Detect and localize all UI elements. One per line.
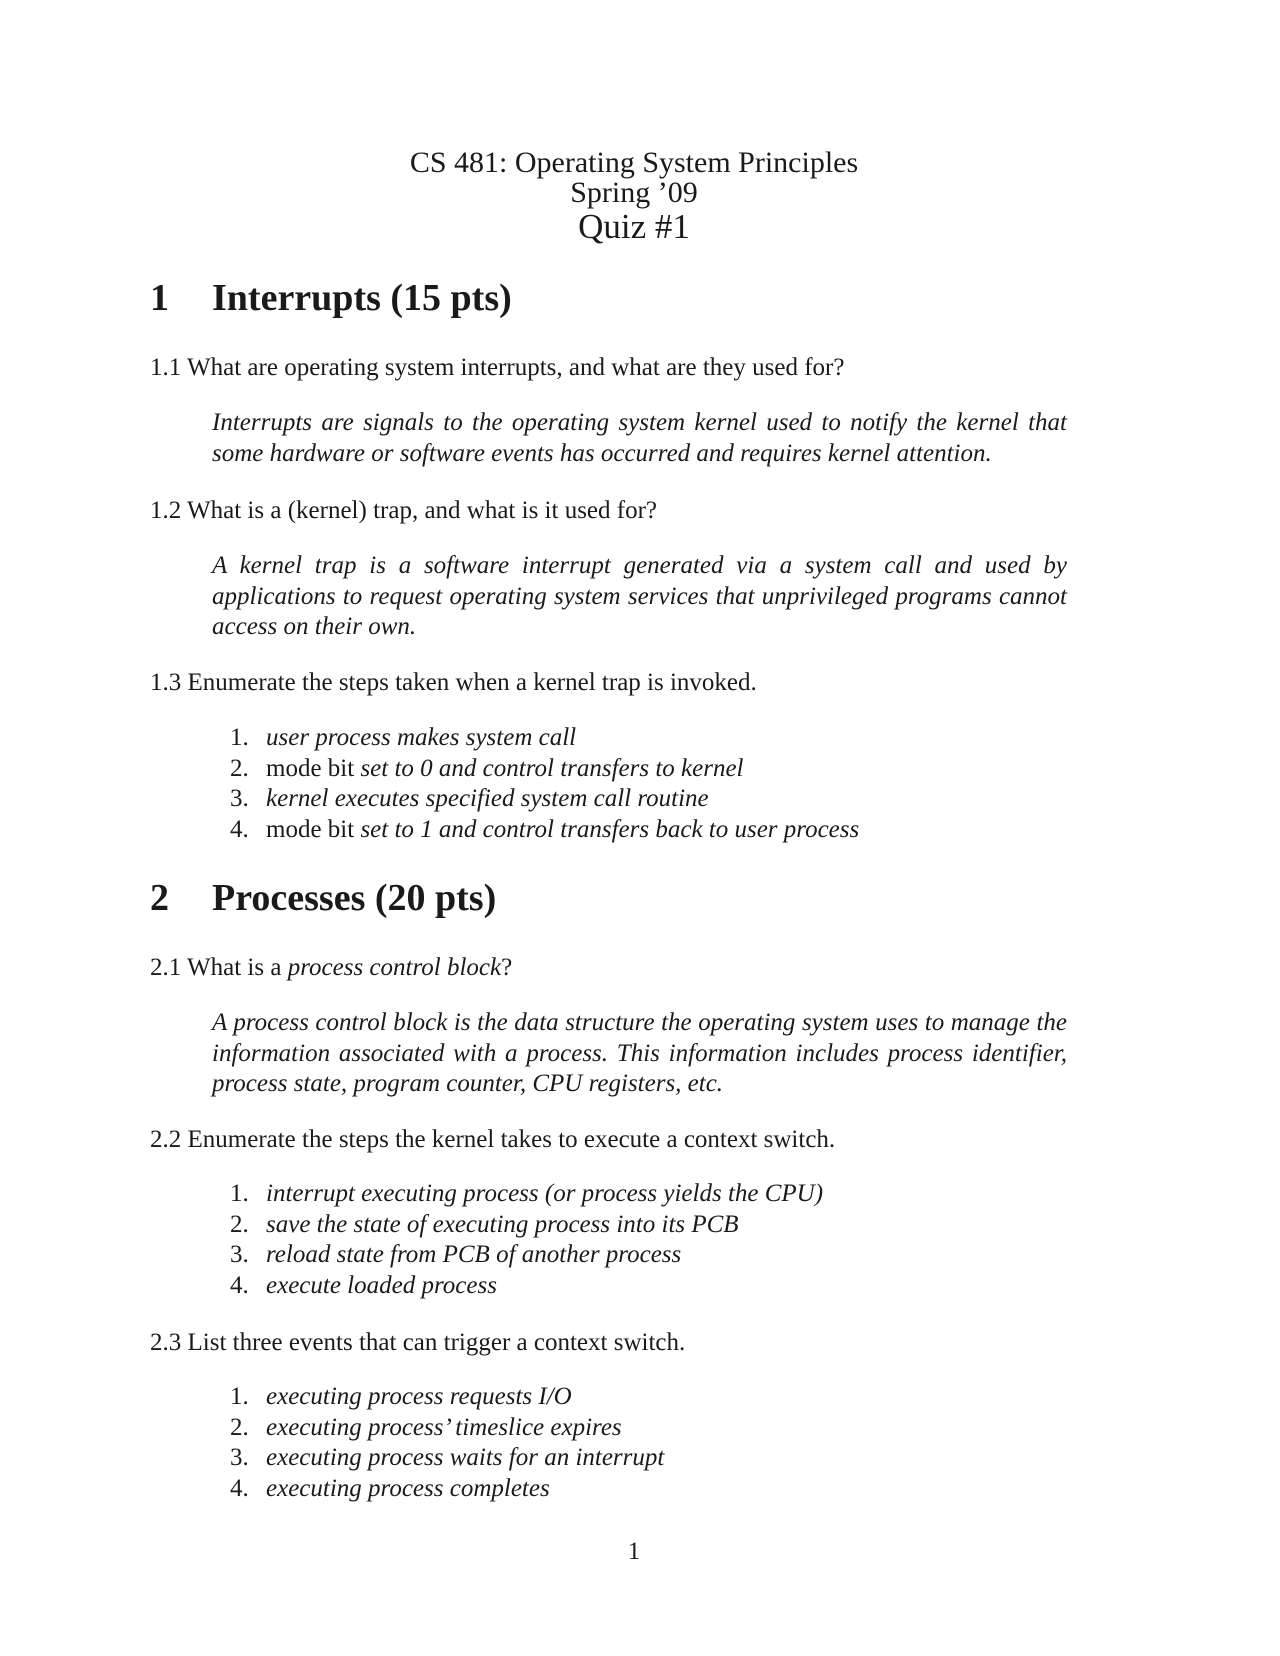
list-item: 3. executing process waits for an interrupt [230,1444,665,1471]
question-2-1: 2.1 What is a process control block? [150,954,513,981]
document-header [0,148,1268,246]
steps-list-1-3 [230,723,859,845]
list-item: 1. interrupt executing process (or process yields the CPU) [230,1180,824,1207]
section-title-text: Interrupts (15 pts) [212,277,512,319]
term-label: Spring ’09 [570,176,698,209]
list-item: 4. execute loaded process [230,1271,497,1299]
list-item: 1. user process makes system call [230,724,577,751]
section-title-text: Processes (20 pts) [212,877,497,919]
list-item: 3. kernel executes specified system call routine [230,785,709,812]
list-item: 4. mode bit set to 1 and control transfers back to user process [230,815,860,843]
quiz-title: Quiz #1 [578,207,690,246]
list-item: 1. executing process requests I/O [230,1383,572,1410]
list-item: 3. reload state from PCB of another process [230,1241,682,1268]
answer-2-1: A process control block is the data structure the operating system uses to manage the information associated with a process. This information includes process identifier, process state, program counter, CPU registers, etc. [212,1009,1067,1097]
question-1-1: 1.1 What are operating system interrupts, and what are they used for? [150,354,845,381]
question-2-2: 2.2 Enumerate the steps the kernel takes to execute a context switch. [150,1126,836,1153]
answer-1-2: A kernel trap is a software interrupt generated via a system call and used by applications to request operating system services that unprivileged programs cannot access on their own. [212,552,1067,640]
section-heading-processes [150,876,496,920]
page-number: 1 [627,1538,641,1565]
section-number: 1 [150,277,169,319]
list-item: 2. mode bit set to 0 and control transfers to kernel [230,754,744,782]
list-item: 4. executing process completes [230,1474,550,1502]
steps-list-2-3 [230,1382,664,1504]
question-1-3: 1.3 Enumerate the steps taken when a kernel trap is invoked. [150,669,757,696]
section-number: 2 [150,877,169,919]
question-2-3: 2.3 List three events that can trigger a context switch. [150,1329,686,1356]
steps-list-2-2 [230,1179,823,1301]
section-heading-interrupts [150,276,512,320]
list-item: 2. executing process’ timeslice expires [230,1413,622,1441]
question-1-2: 1.2 What is a (kernel) trap, and what is it used for? [150,497,658,524]
list-item: 2. save the state of executing process into its PCB [230,1210,739,1238]
course-title: CS 481: Operating System Principles [409,146,859,179]
answer-1-1: Interrupts are signals to the operating system kernel used to notify the kernel that some hardware or software events has occurred and requires kernel attention. [212,409,1067,467]
